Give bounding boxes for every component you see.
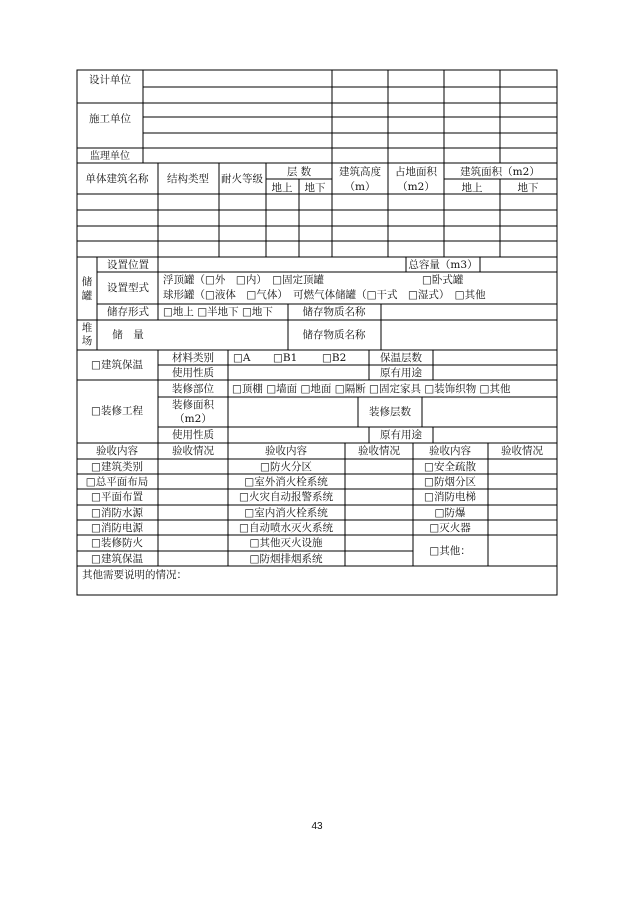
tank-title-2: 罐 xyxy=(81,290,93,302)
acceptance-item[interactable]: □消防水源 xyxy=(91,507,143,519)
acceptance-header-content-2: 验收内容 xyxy=(265,445,307,457)
acceptance-header-content-3: 验收内容 xyxy=(429,445,471,457)
design-unit-label: 设计单位 xyxy=(89,74,131,86)
insulation-original-use-label: 原有用途 xyxy=(380,367,422,379)
acceptance-item[interactable]: □平面布置 xyxy=(91,491,143,503)
decoration-location-label: 装修部位 xyxy=(172,383,214,395)
tank-storage-form-label: 储存形式 xyxy=(107,306,149,318)
tank-form-label: 设置型式 xyxy=(107,282,149,294)
tank-form-options-2[interactable]: 球形罐（□液体 □气体） 可燃气体储罐（□干式 □湿式） □其他 xyxy=(163,289,486,301)
acceptance-item[interactable]: □总平面布局 xyxy=(85,476,149,488)
tank-form-horizontal-option[interactable]: □卧式罐 xyxy=(422,274,464,286)
fire-rating-header: 耐火等级 xyxy=(221,173,263,185)
acceptance-item[interactable]: □灭火器 xyxy=(429,522,471,534)
acceptance-item[interactable]: □自动喷水灭火系统 xyxy=(239,522,333,534)
tank-position-label: 设置位置 xyxy=(107,259,149,271)
acceptance-header-status-1: 验收情况 xyxy=(172,445,214,457)
building-area-header: 建筑面积（m2） xyxy=(460,166,540,178)
decoration-layers-label: 装修层数 xyxy=(369,406,411,418)
decoration-original-use-label: 原有用途 xyxy=(380,429,422,441)
tank-title-1: 储 xyxy=(81,276,93,288)
decoration-location-options[interactable]: □顶棚 □墙面 □地面 □隔断 □固定家具 □装饰织物 □其他 xyxy=(232,383,511,395)
acceptance-item[interactable]: □防爆 xyxy=(434,507,466,519)
acceptance-item[interactable]: □火灾自动报警系统 xyxy=(239,491,333,503)
yard-amount-label: 储 量 xyxy=(112,329,144,341)
acceptance-item[interactable]: □消防电源 xyxy=(91,522,143,534)
floors-header: 层 数 xyxy=(286,166,312,178)
yard-title-1: 堆 xyxy=(81,322,93,334)
page-number: 43 xyxy=(311,821,323,832)
decoration-usage-label: 使用性质 xyxy=(172,429,214,441)
acceptance-item[interactable]: □其他灭火设施 xyxy=(249,537,323,549)
insulation-option-b2[interactable]: □B2 xyxy=(322,352,347,364)
tank-form-options-1[interactable]: 浮顶罐（□外 □内） □固定顶罐 xyxy=(163,274,325,286)
acceptance-item[interactable]: □建筑保温 xyxy=(91,553,143,565)
insulation-option-a[interactable]: □A xyxy=(233,352,251,364)
acceptance-item[interactable]: □安全疏散 xyxy=(424,461,476,473)
supervision-unit-label: 监理单位 xyxy=(90,151,130,162)
insulation-material-type-label: 材料类别 xyxy=(172,352,214,364)
acceptance-item[interactable]: □装修防火 xyxy=(91,537,143,549)
height-header: 建筑高度 xyxy=(339,166,381,178)
acceptance-header-content-1: 验收内容 xyxy=(96,445,138,457)
acceptance-header-status-3: 验收情况 xyxy=(501,445,543,457)
area-above-header: 地上 xyxy=(461,182,483,194)
land-area-header: 占地面积 xyxy=(395,166,437,178)
acceptance-item[interactable]: □建筑类别 xyxy=(91,461,143,473)
decoration-area-label: 装修面积 xyxy=(172,399,214,411)
acceptance-item[interactable]: □防烟排烟系统 xyxy=(249,553,323,565)
insulation-option-b1[interactable]: □B1 xyxy=(273,352,298,364)
acceptance-item[interactable]: □防火分区 xyxy=(260,461,312,473)
acceptance-header-status-2: 验收情况 xyxy=(358,445,400,457)
height-unit-label: （m） xyxy=(344,181,376,193)
acceptance-item[interactable]: □防烟分区 xyxy=(424,476,476,488)
land-area-unit-label: （m2） xyxy=(397,181,435,193)
acceptance-item[interactable]: □其他： xyxy=(429,545,471,557)
insulation-checkbox[interactable]: □建筑保温 xyxy=(91,359,143,371)
yard-title-2: 场 xyxy=(81,335,93,347)
tank-material-name-label: 储存物质名称 xyxy=(302,306,366,318)
decoration-checkbox[interactable]: □装修工程 xyxy=(91,405,143,417)
acceptance-item[interactable]: □消防电梯 xyxy=(424,491,476,503)
construction-unit-label: 施工单位 xyxy=(89,113,131,125)
tank-storage-options[interactable]: □地上 □半地下 □地下 xyxy=(163,306,273,318)
floors-above-header: 地上 xyxy=(271,182,293,194)
yard-material-name-label: 储存物质名称 xyxy=(302,329,366,341)
floors-below-header: 地下 xyxy=(304,182,326,194)
tank-total-capacity-label: 总容量（m3） xyxy=(408,259,478,271)
area-below-header: 地下 xyxy=(517,182,539,194)
insulation-usage-label: 使用性质 xyxy=(172,367,214,379)
acceptance-item[interactable]: □室内消火栓系统 xyxy=(244,507,328,519)
decoration-area-unit: （m2） xyxy=(174,413,212,425)
notes-label: 其他需要说明的情况： xyxy=(82,569,187,581)
acceptance-item[interactable]: □室外消火栓系统 xyxy=(244,476,328,488)
building-name-header: 单体建筑名称 xyxy=(85,173,149,185)
structure-type-header: 结构类型 xyxy=(167,173,209,185)
insulation-layers-label: 保温层数 xyxy=(380,352,422,364)
